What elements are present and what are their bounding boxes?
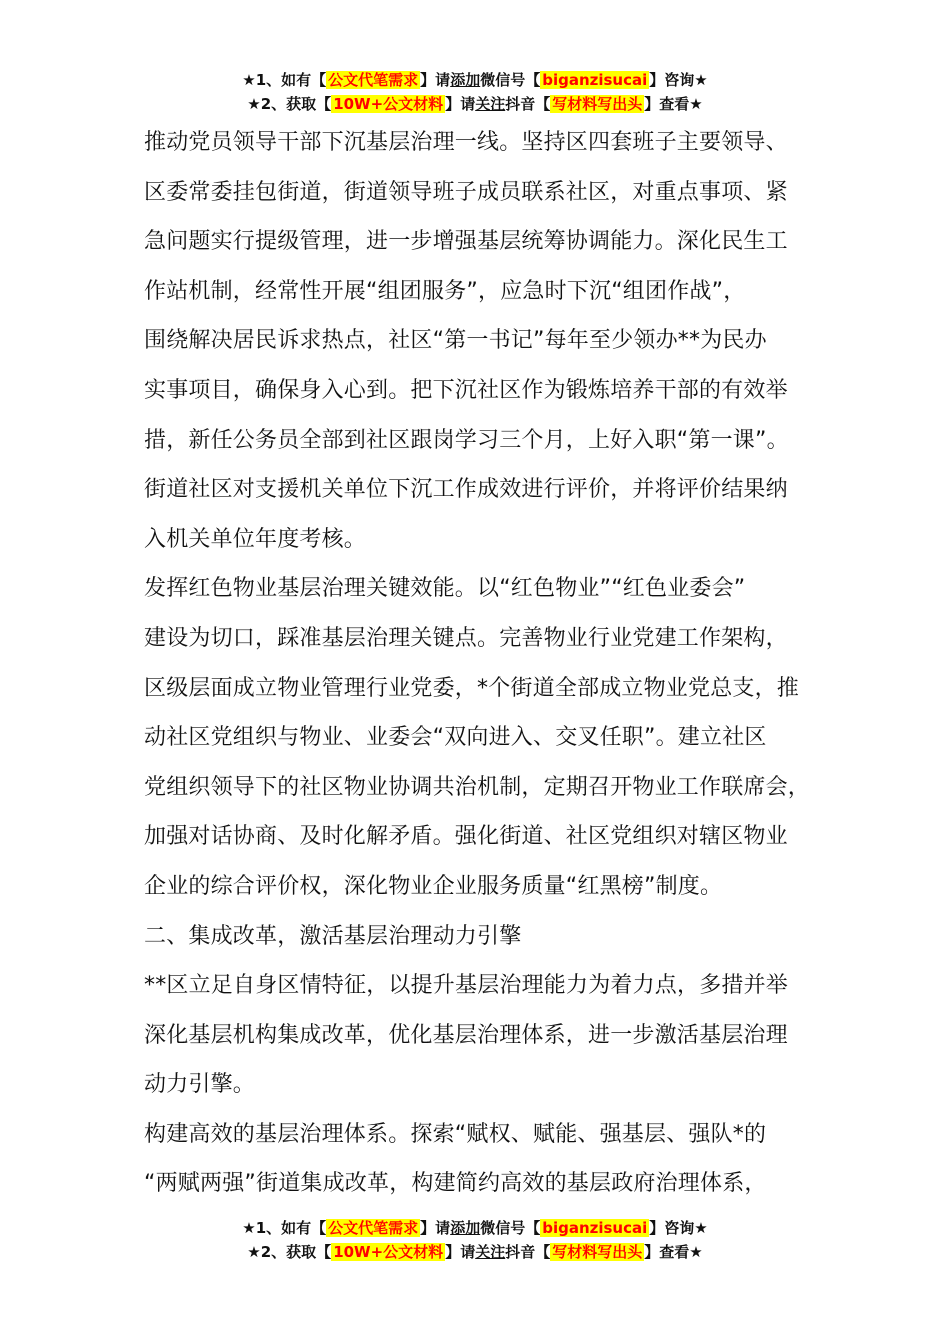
body-line: 急问题实行提级管理，进一步增强基层统筹协调能力。深化民生工 [144, 229, 788, 255]
body-line: 作站机制，经常性开展“组团服务”，应急时下沉“组团作战”， [144, 278, 746, 304]
banner-text: 】请 [420, 1219, 451, 1237]
body-line: 动社区党组织与物业、业委会“双向进入、交叉任职”。建立社区 [144, 725, 767, 751]
body-line: 发挥红色物业基层治理关键效能。以“红色物业”“红色业委会” [144, 576, 746, 602]
body-line: 党组织领导下的社区物业协调共治机制，定期召开物业工作联席会， [144, 774, 811, 800]
body-line: **区立足自身区情特征，以提升基层治理能力为着力点，多措并举 [144, 973, 789, 999]
banner-text: ★2、获取【 [247, 95, 332, 113]
body-line: 动力引擎。 [144, 1072, 256, 1098]
body-line: 围绕解决居民诉求热点，社区“第一书记”每年至少领办**为民办 [144, 328, 767, 354]
banner-text: 】查看★ [644, 95, 703, 113]
banner-text: 】请 [445, 95, 476, 113]
body-line: 构建高效的基层治理体系。探索“赋权、赋能、强基层、强队*的 [144, 1121, 767, 1147]
banner-highlight: biganzisucai [542, 71, 648, 89]
banner-underlined-text: 关注 [475, 1243, 506, 1261]
footer-banner [0, 1216, 950, 1264]
body-line: 区级层面成立物业管理行业党委，*个街道全部成立物业党总支，推 [144, 675, 800, 701]
banner-line-1 [0, 68, 950, 92]
banner-line-2 [0, 1240, 950, 1264]
banner-text: 抖音【 [505, 1243, 551, 1261]
banner-highlight: 10W+公文材料 [333, 95, 444, 113]
banner-underlined-text: 关注 [475, 95, 506, 113]
banner-text: 】请 [445, 1243, 476, 1261]
header-banner [0, 68, 950, 116]
body-line: 推动党员领导干部下沉基层治理一线。坚持区四套班子主要领导、 [144, 130, 788, 155]
banner-text: 微信号【 [480, 71, 541, 89]
banner-line-2 [0, 92, 950, 116]
banner-text: 】咨询★ [649, 1219, 708, 1237]
banner-underlined-text: 添加 [450, 1219, 481, 1237]
body-line: 建设为切口，踩准基层治理关键点。完善物业行业党建工作架构， [144, 625, 788, 651]
body-line: “两赋两强”街道集成改革，构建简约高效的基层政府治理体系， [144, 1171, 767, 1197]
document-body [144, 118, 834, 1209]
banner-highlight: biganzisucai [542, 1219, 648, 1237]
banner-text: 】查看★ [644, 1243, 703, 1261]
body-line: 入机关单位年度考核。 [144, 526, 367, 552]
body-line: 企业的综合评价权，深化物业企业服务质量“红黑榜”制度。 [144, 873, 723, 899]
banner-highlight: 公文代笔需求 [328, 1219, 419, 1237]
section-heading: 二、集成改革，激活基层治理动力引擎 [144, 923, 522, 949]
body-line: 区委常委挂包街道，街道领导班子成员联系社区，对重点事项、紧 [144, 179, 788, 205]
banner-underlined-text: 添加 [450, 71, 481, 89]
body-line: 加强对话协商、及时化解矛盾。强化街道、社区党组织对辖区物业 [144, 824, 788, 850]
body-line: 深化基层机构集成改革，优化基层治理体系，进一步激活基层治理 [144, 1022, 788, 1048]
banner-highlight: 10W+公文材料 [333, 1243, 444, 1261]
banner-text: 抖音【 [505, 95, 551, 113]
body-line: 实事项目，确保身入心到。把下沉社区作为锻炼培养干部的有效举 [144, 377, 788, 403]
banner-text: 】请 [420, 71, 451, 89]
banner-highlight: 写材料写出头 [552, 95, 643, 113]
banner-text: ★1、如有【 [242, 1219, 327, 1237]
body-line: 街道社区对支援机关单位下沉工作成效进行评价，并将评价结果纳 [144, 477, 788, 503]
banner-highlight: 写材料写出头 [552, 1243, 643, 1261]
banner-text: 】咨询★ [649, 71, 708, 89]
banner-text: ★1、如有【 [242, 71, 327, 89]
banner-highlight: 公文代笔需求 [328, 71, 419, 89]
banner-text: ★2、获取【 [247, 1243, 332, 1261]
body-line: 措，新任公务员全部到社区跟岗学习三个月，上好入职“第一课”。 [144, 427, 789, 453]
banner-line-1 [0, 1216, 950, 1240]
banner-text: 微信号【 [480, 1219, 541, 1237]
